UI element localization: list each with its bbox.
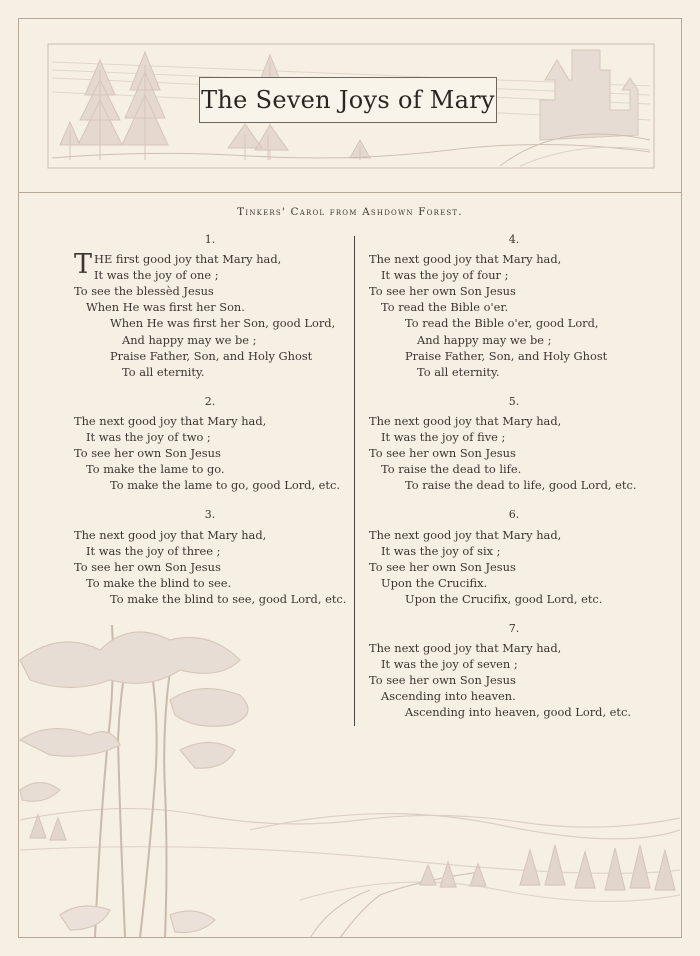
- left-column: [74, 232, 346, 621]
- stanza-number: 4.: [508, 233, 520, 246]
- verse-line: The next good joy that Mary had,: [369, 527, 562, 542]
- verse-line: It was the joy of one ;: [94, 268, 219, 283]
- verse-line: The next good joy that Mary had,: [369, 252, 562, 267]
- verse-line: To all eternity.: [417, 364, 500, 379]
- verse-line: The next good joy that Mary had,: [369, 413, 562, 428]
- verse-line: To see her own Son Jesus: [369, 446, 516, 461]
- verse-line: The next good joy that Mary had,: [74, 413, 267, 428]
- verse-line: And happy may we be ;: [122, 332, 257, 347]
- stanza-1: [74, 232, 346, 380]
- drop-cap: T: [74, 249, 93, 281]
- verse-line: Ascending into heaven.: [381, 689, 516, 704]
- verse-line: To all eternity.: [122, 364, 205, 379]
- stanza-number: 3.: [204, 508, 216, 522]
- stanza-number: 1.: [204, 233, 216, 246]
- verse-line: Upon the Crucifix.: [381, 575, 488, 590]
- verse-line: It was the joy of six ;: [381, 543, 501, 558]
- stanza-number: 2.: [204, 394, 216, 408]
- verse-line: When He was first her Son, good Lord,: [110, 316, 336, 331]
- carol-subtitle: Tinkers' Carol from Ashdown Forest.: [237, 206, 463, 218]
- verse-line: To raise the dead to life, good Lord, etc.: [405, 478, 637, 493]
- verse-line: To see her own Son Jesus: [74, 559, 221, 574]
- verse-line: When He was first her Son.: [86, 300, 245, 315]
- title-box: [199, 77, 497, 123]
- verse-line: Praise Father, Son, and Holy Ghost: [110, 348, 313, 363]
- verse-line: To see her own Son Jesus: [74, 446, 221, 461]
- verse-line: It was the joy of three ;: [86, 543, 221, 558]
- header-rule: [18, 192, 682, 193]
- verse-line: It was the joy of five ;: [381, 430, 506, 445]
- verse-line: To see her own Son Jesus: [369, 559, 516, 574]
- verse-line: The next good joy that Mary had,: [369, 641, 562, 656]
- verse-line: To make the lame to go, good Lord, etc.: [110, 478, 341, 493]
- verse-line: To read the Bible o'er.: [381, 300, 509, 315]
- verse-line: Ascending into heaven, good Lord, etc.: [405, 705, 632, 720]
- stanza-2: [74, 394, 346, 494]
- right-column: [369, 232, 659, 735]
- verse-line: To read the Bible o'er, good Lord,: [405, 316, 599, 331]
- verse-line: To see the blessèd Jesus: [74, 284, 214, 299]
- verse-line: It was the joy of two ;: [86, 430, 211, 445]
- stanza-number: 6.: [508, 508, 520, 522]
- stanza-5: [369, 394, 659, 494]
- stanza-number: 7.: [508, 621, 520, 635]
- verse-line: To make the lame to go.: [86, 462, 225, 477]
- stanza-7: [369, 621, 659, 721]
- column-divider: [354, 236, 355, 726]
- stanza-number: 5.: [508, 394, 520, 408]
- stanza-3: [74, 507, 346, 607]
- verse-line: To raise the dead to life.: [381, 462, 522, 477]
- verse-line: To make the blind to see.: [86, 575, 232, 590]
- verse-line: It was the joy of seven ;: [381, 657, 518, 672]
- verse-line: And happy may we be ;: [417, 332, 552, 347]
- verse-line: To see her own Son Jesus: [369, 284, 516, 299]
- verse-line: It was the joy of four ;: [381, 268, 509, 283]
- verse-line: Praise Father, Son, and Holy Ghost: [405, 348, 608, 363]
- verse-line: To make the blind to see, good Lord, etc.: [110, 591, 347, 606]
- verse-line: To see her own Son Jesus: [369, 673, 516, 688]
- page-title: The Seven Joys of Mary: [201, 86, 495, 114]
- verse-line-text: HE first good joy that Mary had,: [94, 252, 282, 267]
- stanza-6: [369, 507, 659, 607]
- verse-line: Upon the Crucifix, good Lord, etc.: [405, 591, 603, 606]
- verse-line: The next good joy that Mary had,: [74, 527, 267, 542]
- stanza-4: [369, 232, 659, 380]
